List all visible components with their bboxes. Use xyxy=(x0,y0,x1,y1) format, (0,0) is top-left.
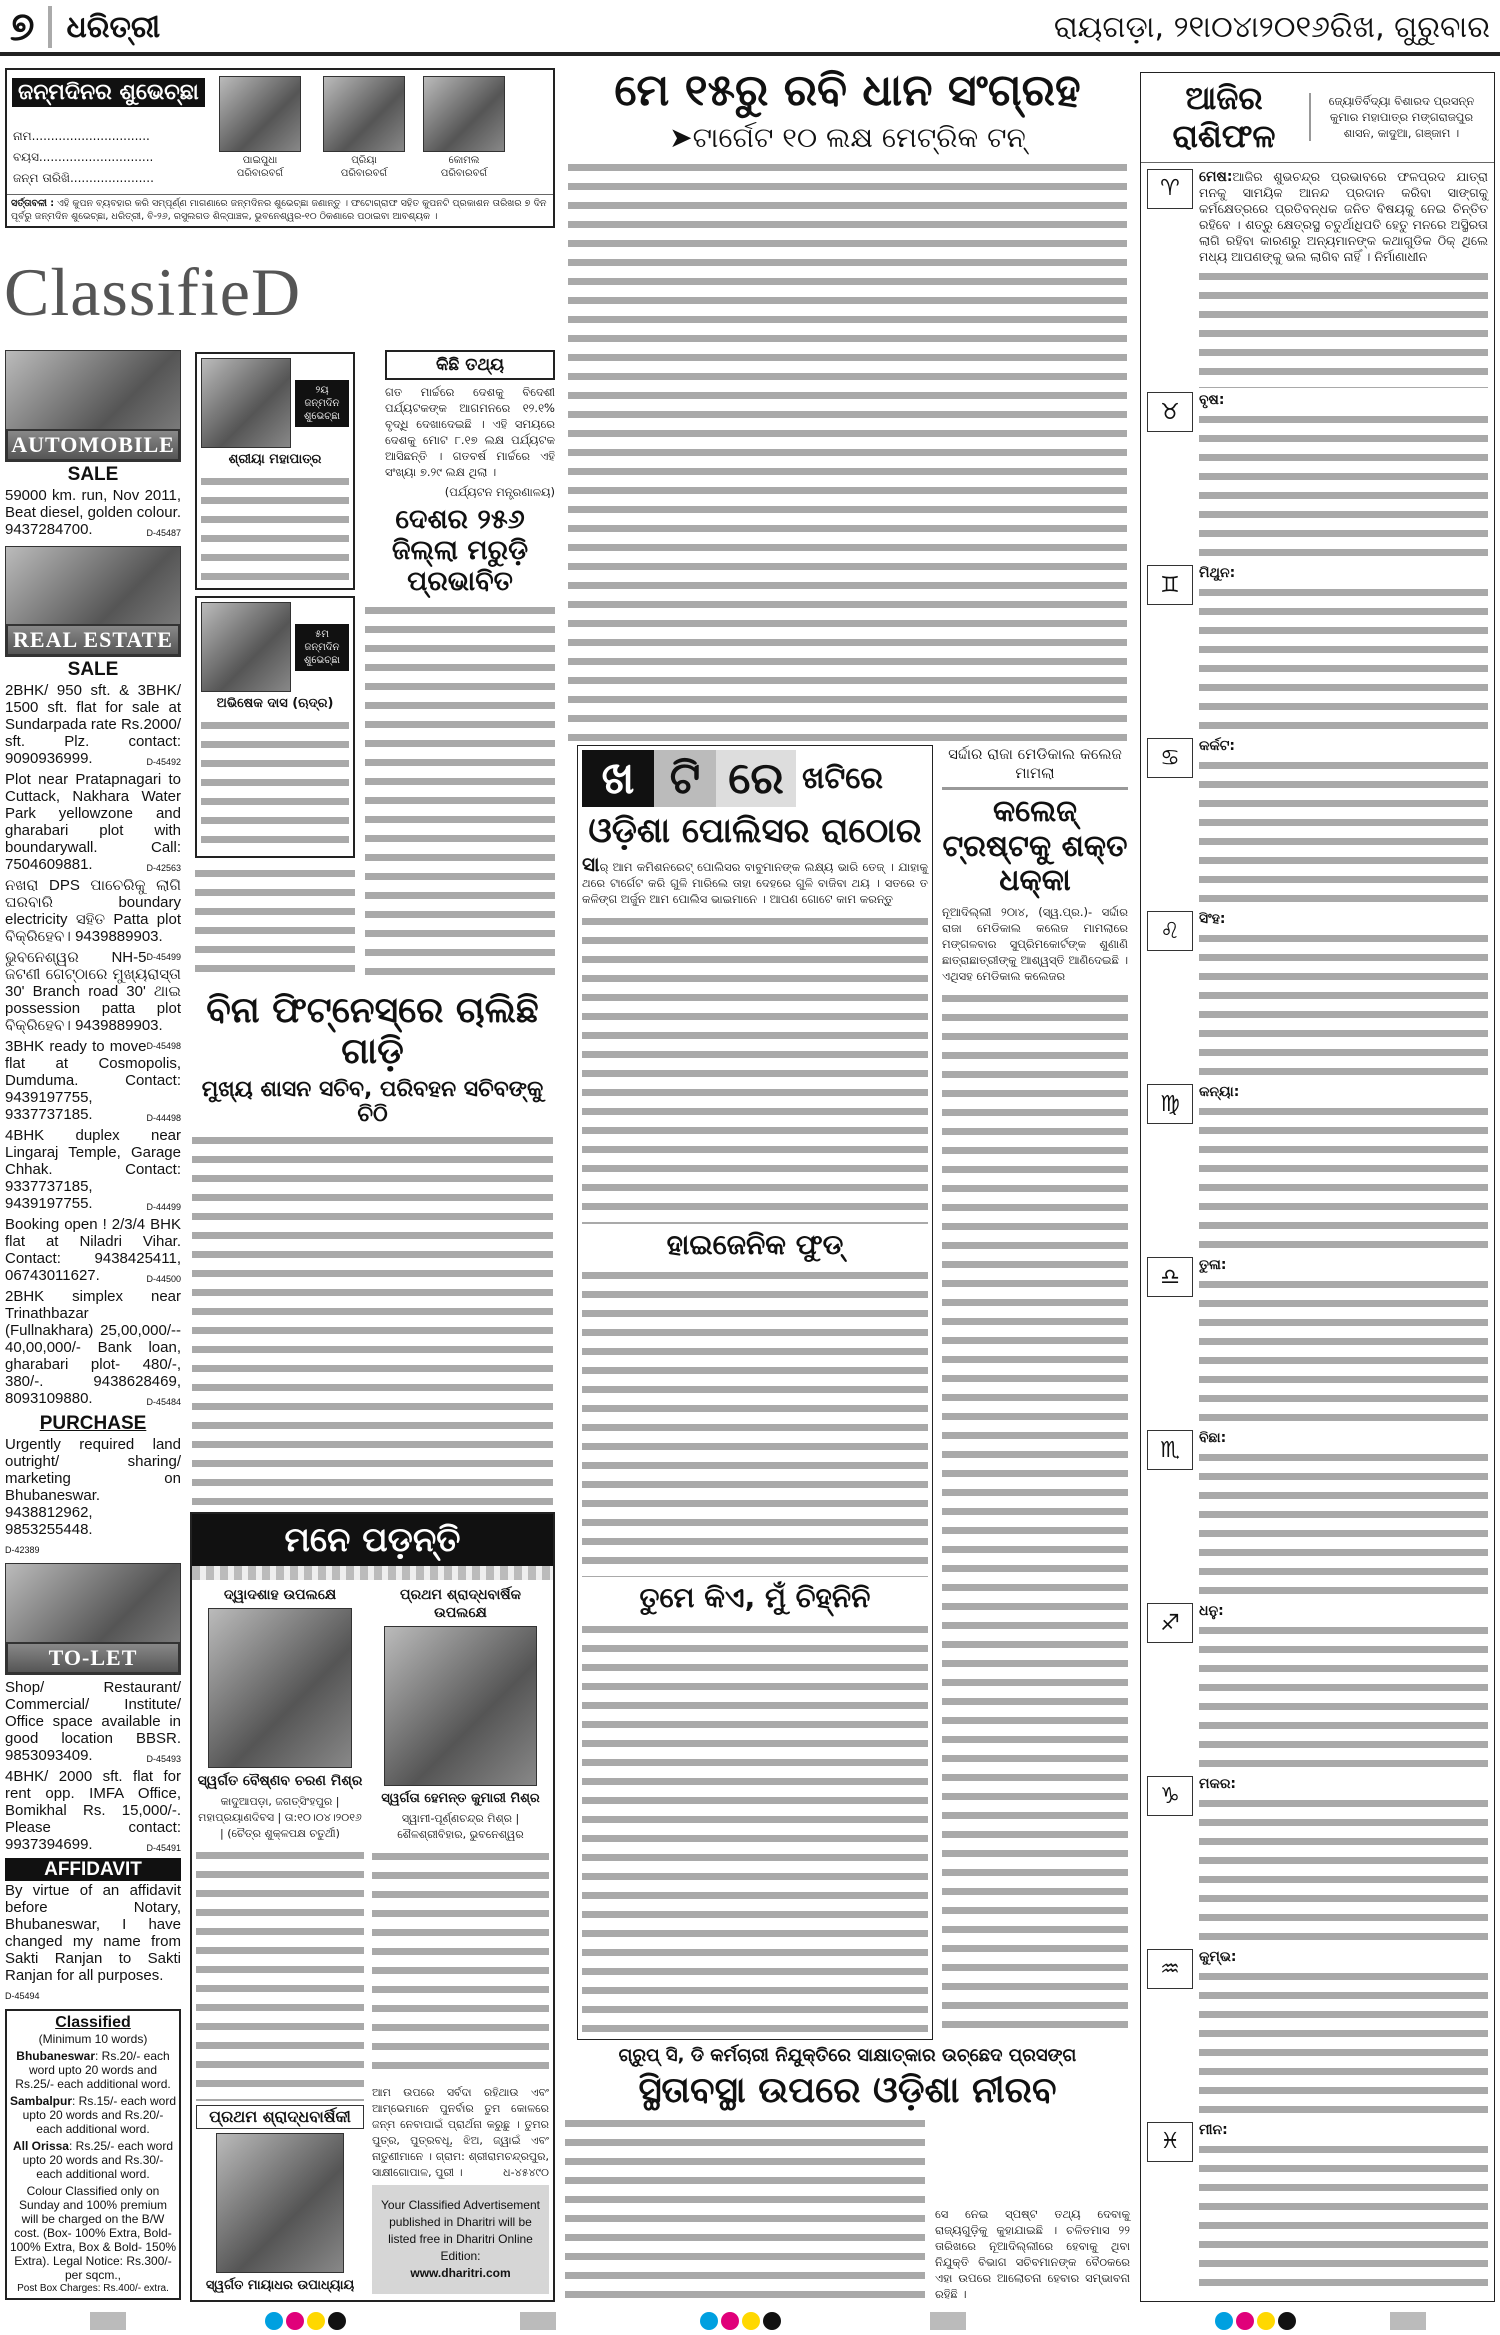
rashi-line xyxy=(1199,1257,1488,1273)
rashi-text-lines xyxy=(1199,1102,1488,1253)
ad-code: D-45498 xyxy=(146,1041,181,1052)
rashi-text-lines xyxy=(1199,1967,1488,2118)
ad-code: D-42563 xyxy=(146,863,181,874)
drought-body xyxy=(365,601,555,980)
online-edition-box xyxy=(372,2185,549,2294)
rashi-line xyxy=(1199,738,1488,754)
child-name: ଶ୍ରୀୟା ମହାପାତ୍ର xyxy=(228,452,322,467)
coupon-dob-field[interactable]: ଜନ୍ମ ତାରିଖି...................... xyxy=(13,171,154,185)
rashi-line xyxy=(1199,565,1488,581)
fitness-body xyxy=(192,1131,553,1505)
registration-dots xyxy=(265,2312,346,2330)
obituary-occasion: ପ୍ରଥମ ଶ୍ରାଦ୍ଧବାର୍ଷିକୀ xyxy=(196,2105,364,2129)
obituary-name: ସ୍ୱର୍ଗତ ମାୟାଧର ଉପାଧ୍ୟାୟ xyxy=(205,2278,355,2293)
lead-subhead xyxy=(565,121,1130,155)
coupon-title: ଜନ୍ମଦିନର ଶୁଭେଚ୍ଛା xyxy=(12,78,205,107)
ad-code: D-45499 xyxy=(146,952,181,963)
rashi-name: ତୁଳା: xyxy=(1199,1257,1227,1274)
registration-mark xyxy=(1390,2312,1426,2330)
classified-ad xyxy=(5,682,181,767)
kid-family: ପରିବାରବର୍ଗ xyxy=(236,168,284,179)
coupon-age-field[interactable]: ବୟସ.............................. xyxy=(13,150,154,164)
wish-badge: ୨ୟ ଜନ୍ମଦିନ ଶୁଭେଚ୍ଛା xyxy=(295,380,349,427)
kid-family: ପରିବାରବର୍ଗ xyxy=(340,168,388,179)
obituary-name: ସ୍ୱର୍ଗତ ବୈଷ୍ଣବ ଚରଣ ମିଶ୍ର xyxy=(197,1773,363,1789)
registration-dots xyxy=(700,2312,781,2330)
obituary-occasion: ପ୍ରଥମ ଶ୍ରାଦ୍ଧବାର୍ଷିକ ଉପଲକ୍ଷେ xyxy=(400,1587,521,1621)
kid-photo xyxy=(219,76,301,152)
rashi-line xyxy=(1199,1084,1488,1100)
automobile-image xyxy=(5,350,181,462)
kid-name: ପ୍ରିୟା xyxy=(351,155,377,166)
lead-story xyxy=(565,66,1130,741)
website-link[interactable]: www.dharitri.com xyxy=(410,2266,511,2280)
kid-caption xyxy=(311,154,417,180)
ad-text: ନଖରା DPS ପାଚେରିକୁ ଲାଗି ଘରବାରି boundary electricity ସହିତ Patta plot ବିକ୍ରିହେବ। 9439889903. xyxy=(5,877,181,946)
remembrance-box xyxy=(190,1512,555,2302)
ad-code: D-44498 xyxy=(146,1113,181,1124)
rashi-text: ଆଜିର ଶୁଭଚନ୍ଦ୍ର ପ୍ରଭାବରେ ଫଳପ୍ରଦ ଯାତ୍ରା ମନକୁ ସାମୟିକ ଆନନ୍ଦ ପ୍ରଦାନ କରିବା ସାଙ୍ଗକୁ କର୍ମକ୍ଷେତ୍ରରେ ପ୍ରତିବନ୍ଧକ ଜନିତ ବିଷୟକୁ ନେଇ ଚିନ୍ତିତ ରହିବେ । ଶତ୍ରୁ କ୍ଷେତ୍ରସ୍ଥ ଚତୁର୍ଥାଧିପତି ହେତୁ ମନରେ ଅସ୍ଥିରତା ଲାଗି ରହିବା କାରଣରୁ ଅନ୍ୟମାନଙ୍କ କଥାଗୁଡିକ ଠିକ୍ ଥିଲେ ମଧ୍ୟ ଆପଣଙ୍କୁ ଭଲ ଲାଗିବ ନାହିଁ । ନିର୍ମାଣାଧୀନ xyxy=(1199,168,1488,264)
obituary-name: ସ୍ୱର୍ଗତା ହେମନ୍ତ କୁମାରୀ ମିଶ୍ର xyxy=(381,1791,540,1806)
ram-icon: ♈ xyxy=(1147,169,1193,209)
khatire-letter: ଖ xyxy=(582,750,654,807)
rashi-body xyxy=(1199,1257,1488,1426)
section-heading: AFFIDAVIT xyxy=(5,1858,181,1881)
page-number: ୭ xyxy=(10,4,35,50)
medical-kicker: ସର୍ଦ୍ଦାର ରାଜା ମେଡିକାଲ କଲେଜ ମାମଲା xyxy=(942,745,1128,790)
medical-intro: ନୂଆଦିଲ୍ଲୀ ୨୦ା୪, (ସ୍ୱ.ପ୍ର.)- ସର୍ଦ୍ଦାର ରାଜା ମେଡିକାଲ କଲେଜ ମାମଲାରେ ମଙ୍ଗଳବାର ସୁପ୍ରିମକୋର୍ଟଙ୍କ ଶୁଣାଣି ଛାତ୍ରାଛାତ୍ରୀଙ୍କୁ ଆଶ୍ୱସ୍ତି ଆଣିଦେଇଛି । ଏଥିସହ ମେଡିକାଲ କଲେଜର xyxy=(942,904,1128,983)
classified-ad xyxy=(5,1882,181,2005)
birthday-coupon xyxy=(5,68,555,228)
rashi-line xyxy=(1199,1776,1488,1792)
obituary-text xyxy=(196,1846,364,2101)
section-heading: PURCHASE xyxy=(39,1413,147,1435)
obituary-details: ସ୍ୱାମୀ-ପୂର୍ଣ୍ଣଚନ୍ଦ୍ର ମିଶ୍ର | ଶୈଳଶ୍ରୀବିହାର, ଭୁବନେଶ୍ୱର xyxy=(397,1812,524,1841)
police-intro xyxy=(582,852,928,907)
remembrance-title: ମନେ ପଡ଼ନ୍ତି xyxy=(192,1514,553,1566)
wish-top xyxy=(201,602,349,692)
paper-logo: ଧରିତ୍ରୀ xyxy=(66,9,161,45)
medical-headline: କଲେଜ୍ ଟ୍ରଷ୍ଟକୁ ଶକ୍ତ ଧକ୍କା xyxy=(942,794,1128,898)
intro-text: ର୍ ଆମ କମିଶନରେଟ୍ ପୋଲିସର ବାବୁମାନଙ୍କ ଲକ୍ଷ୍ୟ ଭାରି ତେଜ୍ । ଯାହାକୁ ଥରେ ଟାର୍ଗେଟ କରି ଗୁଳି ମାରିଲେ ତାହା ଦେହରେ ଗୁଳି ବାଜିବା ଥୟ । ସତରେ ତ କଳିଙ୍ଗ ଅର୍ଜୁନ ଆମ ପୋଲିସ ଭାଇମାନେ । ଆପଣ ଗୋଟେ କାମ କରନ୍ତୁ xyxy=(582,860,928,907)
terms-text: ଏହି କୁପନ ବ୍ୟବହାର କରି ସମ୍ପୂର୍ଣ୍ଣ ମାଗଣାରେ ଜନ୍ମଦିନର ଶୁଭେଚ୍ଛା ଜଣାନ୍ତୁ । ଫଟୋଗ୍ରାଫ ସହିତ କୁପନଟି ପ୍ରକାଶନ ତାରିଖର ୭ ଦିନ ପୂର୍ବରୁ ଜନ୍ମଦିନ ଶୁଭେଚ୍ଛା, ଧରିତ୍ରୀ, ବି-୨୬, ରସୁଲଗଡ ଶିଳ୍ପାଞ୍ଚଳ, ଭୁବନେଶ୍ୱର-୧୦ ଠିକଣାରେ ପଠାଇବା ଆବଶ୍ୟକ । xyxy=(11,198,547,222)
rashi-line xyxy=(1199,911,1488,927)
rashi-line xyxy=(1199,392,1488,408)
rashi-name: ମିଥୁନ: xyxy=(1199,565,1236,582)
postbox-charges: Post Box Charges: Rs.400/- extra. xyxy=(17,2283,169,2295)
ad-code: D-45484 xyxy=(146,1397,181,1408)
obituary-details: କାଦୁଆପଡ଼ା, ଜଗତ୍‌ସିଂହପୁର | ମହାପ୍ରୟାଣଦିବସ | ତା:୧୦।୦୪।୨୦୧୬ | (ଚୈତ୍ର ଶୁକ୍ଳପକ୍ଷ ଚତୁର୍ଥୀ) xyxy=(198,1795,362,1840)
rashi-entry xyxy=(1147,169,1488,393)
rashi-body xyxy=(1199,1776,1488,1945)
lead-body xyxy=(568,158,1127,741)
rashi-entry xyxy=(1147,1603,1488,1776)
kid-name: ପାଇପୁଧା xyxy=(242,155,278,166)
obituary-photo xyxy=(384,1626,537,1786)
ad-text: Plot near Pratapnagari to Cuttack, Nakhara Water Park yellowzone and gharabari plot with boundarywall. Call: 7504609881. xyxy=(5,771,181,874)
groupcd-kicker: ଗ୍ରୁପ୍ ସି, ଡି କର୍ମଚାରୀ ନିଯୁକ୍ତିରେ ସାକ୍ଷାତ୍‌କାର ଉଚ୍ଛେଦ ପ୍ରସଙ୍ଗ xyxy=(618,2045,1077,2066)
rashi-name: ବିଛା: xyxy=(1199,1430,1227,1447)
rate-text: : Rs.25/- each word upto 20 words and Rs.30/- each additional word. xyxy=(22,2139,174,2182)
khatire-logo xyxy=(582,750,928,807)
ad-text: 2BHK simplex near Trinathbazar (Fullnakhara) 25,00,000/-- 40,00,000/- Bank loan, gharabari plot- 480/-, 380/-. 9438628469, 8093109880. xyxy=(5,1288,181,1408)
rashi-body xyxy=(1199,392,1488,561)
child-name: ଅଭିଷେକ ଦାସ (ଋଦ୍ର) xyxy=(216,696,334,711)
obituary-tail xyxy=(372,2085,549,2181)
rashi-text-lines xyxy=(1199,1794,1488,1945)
facts-title: କିଛି ତଥ୍ୟ xyxy=(385,350,555,380)
groupcd-tail: ସେ ନେଇ ସ୍ପଷ୍ଟ ତଥ୍ୟ ଦେବାକୁ ରାଜ୍ୟଗୁଡ଼ିକୁ କୁହାଯାଇଛି । ଚଳିତମାସ ୨୨ ତାରିଖରେ ନୂଆଦିଲ୍ଲୀରେ ହେବାକୁ ଥିବା ନିଯୁକ୍ତି ବିଭାଗ ସଚିବମାନଙ୍କ ବୈଠକରେ ଏହା ଉପରେ ଆଲୋଚନା ହେବାର ସମ୍ଭାବନା ରହିଛି । xyxy=(935,2207,1130,2301)
ad-code: D-45494 xyxy=(5,1991,40,2002)
kid-name: କୋମଲ xyxy=(448,155,480,166)
ad-code: D-45493 xyxy=(146,1754,181,1765)
birthday-wish xyxy=(195,352,355,590)
rate-text: : Rs.15/- each word upto 20 words and Rs.20/- each additional word. xyxy=(22,2094,177,2137)
ad-text: 4BHK/ 2000 sft. flat for rent opp. IMFA Office, Bomikhal Rs. 15,000/-. Please contact: 9937394699. xyxy=(5,1768,181,1854)
rashi-name: ଧନୁ: xyxy=(1199,1603,1224,1620)
khatire-letter: ଟି xyxy=(654,750,716,807)
rashifal-header xyxy=(1141,73,1494,163)
rashi-entry xyxy=(1147,1776,1488,1949)
divider xyxy=(48,6,52,48)
rashi-body xyxy=(1199,1430,1488,1599)
online-text: Your Classified Advertisement published in Dharitri will be listed free in Dharitri Online Edition: xyxy=(381,2198,540,2263)
facts-text: ଗତ ମାର୍ଚ୍ଚରେ ଦେଶକୁ ବିଦେଶୀ ପର୍ଯ୍ୟଟକଙ୍କ ଆଗମନରେ ୧୨.୧% ବୃଦ୍ଧି ଦେଖାଦେଇଛି । ଏହି ସମୟରେ ଦେଶକୁ ମୋଟ ୮.୧୭ ଲକ୍ଷ ପର୍ଯ୍ୟଟକ ଆସିଛନ୍ତି । ଗତବର୍ଷ ମାର୍ଚ୍ଚରେ ଏହି ସଂଖ୍ୟା ୭.୨୯ ଲକ୍ଷ ଥିଲା । xyxy=(385,385,555,479)
coupon-name-field[interactable]: ନାମ............................... xyxy=(13,129,150,143)
real-estate-image xyxy=(5,546,181,658)
subhead-text: ଟାର୍ଗେଟ ୧୦ ଲକ୍ଷ ମେଟ୍ରିକ ଟନ୍ xyxy=(692,120,1026,154)
khatire-letter: ରେ xyxy=(716,750,796,807)
tail-text: ଆମ ଉପରେ ସର୍ବଦା ରହିଥାଉ ଏବଂ ଆମ୍ଭେମାନେ ପୁନର୍ବାର ତୁମ କୋଳରେ ଜନ୍ମ ନେବାପାଇଁ ପ୍ରାର୍ଥନା କରୁଛୁ । ତୁମର ପୁତ୍ର, ପୁତ୍ରବଧୂ, ଝିଅ, ଜ୍ୱାଇଁ ଏବଂ ନାତୁଣୀମାନେ । ଗ୍ରାମ: ଶ୍ରୀରାମଚନ୍ଦ୍ରପୁର, ସାକ୍ଷୀଗୋପାଳ, ପୁରୀ । xyxy=(372,2086,549,2179)
rashi-body xyxy=(1199,565,1488,734)
khatire-frame xyxy=(577,745,933,2040)
rashi-line xyxy=(1199,1430,1488,1446)
to-let-banner: TO-LET xyxy=(6,1642,180,1674)
medical-body xyxy=(942,989,1128,2041)
classified-logo: ClassifieD xyxy=(4,254,302,330)
rate-item xyxy=(9,2139,177,2181)
ad-text: 2BHK/ 950 sft. & 3BHK/ 1500 sft. flat for sale at Sundarpada rate Rs.2000/ sft. Plz. contact: 9090936999. xyxy=(5,682,181,768)
rate-text: : Rs.20/- each word upto 20 words and Rs.25/- each additional word. xyxy=(15,2049,171,2092)
rashi-text-lines xyxy=(1199,1275,1488,1426)
pitcher-icon: ♒ xyxy=(1147,1949,1193,1989)
rashi-body xyxy=(1199,738,1488,907)
rashi-line xyxy=(1199,1603,1488,1619)
rashi-body xyxy=(1199,1084,1488,1253)
child-photo xyxy=(201,602,291,692)
rashifal-box xyxy=(1140,72,1495,2302)
goat-icon: ♑ xyxy=(1147,1776,1193,1816)
section-heading: SALE xyxy=(67,659,119,681)
bull-icon: ♉ xyxy=(1147,392,1193,432)
dateline: ରାୟଗଡ଼ା, ୨୧ା୦୪ା୨୦୧୬ରିଖ, ଗୁରୁବାର xyxy=(1053,10,1490,45)
ad-code: D-45492 xyxy=(146,757,181,768)
lion-icon: ♌ xyxy=(1147,911,1193,951)
classified-column xyxy=(5,350,181,2300)
registration-mark xyxy=(520,2312,556,2330)
obituary-text xyxy=(372,1847,549,2081)
rashi-name: ସିଂହ: xyxy=(1199,911,1226,928)
rashi-name: ମୀନ: xyxy=(1199,2121,1228,2138)
scales-icon: ♎ xyxy=(1147,1257,1193,1297)
police-headline: ଓଡ଼ିଶା ପୋଲିସର ରାଠୋର xyxy=(588,811,922,852)
groupcd-body xyxy=(565,2114,925,2302)
obituary-photo xyxy=(216,2133,344,2273)
ad-text: 3BHK ready to move flat at Cosmopolis, Dumduma. Contact: 9439197755, 9337737185. xyxy=(5,1038,181,1124)
rashi-name: କନ୍ୟା: xyxy=(1199,1084,1240,1101)
registration-mark xyxy=(90,2312,126,2330)
rate-city: Bhubaneswar xyxy=(16,2049,95,2064)
ad-text: Booking open ! 2/3/4 BHK flat at Niladri Vihar. Contact: 9438425411, 06743011627. xyxy=(5,1216,181,1285)
lead-headline: ମେ ୧୫ରୁ ରବି ଧାନ ସଂଗ୍ରହ xyxy=(614,65,1081,116)
section-heading: SALE xyxy=(67,463,119,485)
rashi-entry xyxy=(1147,1257,1488,1430)
child-photo xyxy=(201,358,291,448)
floral-border xyxy=(192,1566,553,1580)
rashi-entry xyxy=(1147,565,1488,738)
rashi-line xyxy=(1199,1949,1488,1965)
obituary-occasion: ଦ୍ୱାଦଶାହ ଉପଲକ୍ଷେ xyxy=(223,1587,337,1603)
ad-text: 4BHK duplex near Lingaraj Temple, Garage Chhak. Contact: 9337737185, 9439197755. xyxy=(5,1127,181,1213)
page-header-left xyxy=(10,4,160,50)
rashi-line xyxy=(1199,2122,1488,2138)
obituary-photo xyxy=(208,1608,352,1768)
rashi-text-lines xyxy=(1199,410,1488,561)
rashi-line xyxy=(1199,169,1488,265)
classified-ad xyxy=(5,1127,181,1212)
classified-ad xyxy=(5,877,181,963)
kid-caption xyxy=(207,154,313,180)
rashi-text-lines xyxy=(1199,756,1488,907)
rates-note: Colour Classified only on Sunday and 100% premium will be charged on the B/W cost. (Box- 100% Extra, Bold- 100% Extra, Box & Bold- 150% Extra). Legal Notice: Rs.300/- per sqcm., xyxy=(9,2184,177,2283)
drought-headline: ଦେଶର ୨୫୬ ଜିଲ୍ଲା ମରୁଡ଼ି ପ୍ରଭାବିତ xyxy=(391,504,529,598)
header-rule xyxy=(0,52,1500,56)
ad-code: D-45487 xyxy=(146,527,181,538)
rate-city: All Orissa xyxy=(12,2139,69,2154)
rashi-entry xyxy=(1147,911,1488,1084)
rate-item xyxy=(9,2094,177,2136)
terms-label: ସର୍ତ୍ତାବଳୀ : xyxy=(11,198,55,209)
groupcd-body-row xyxy=(565,2114,1130,2302)
ad-text: By virtue of an affidavit before Notary, Bhubaneswar, I have changed my name from Sakti Ranjan to Sakti Ranjan for all purposes. xyxy=(5,1882,181,1985)
notice-text xyxy=(195,864,355,980)
fish-icon: ♓ xyxy=(1147,2122,1193,2162)
rashi-entry xyxy=(1147,738,1488,911)
khatire-word: ଖଟିରେ xyxy=(802,761,883,797)
groupcd-story xyxy=(565,2046,1130,2302)
ad-code: D-42389 xyxy=(5,1545,40,1556)
classified-ad xyxy=(5,1436,181,1559)
rashi-body xyxy=(1199,1949,1488,2118)
remembrance-content xyxy=(192,1580,553,2300)
police-body xyxy=(582,912,928,1224)
rashi-name: ମକର: xyxy=(1199,1776,1237,1793)
rate-city: Sambalpur xyxy=(9,2094,72,2109)
wish-text xyxy=(201,472,349,584)
classified-ad xyxy=(5,1288,181,1407)
virgo-icon: ♍ xyxy=(1147,1084,1193,1124)
rashi-body xyxy=(1199,169,1488,389)
kid-caption xyxy=(411,154,517,180)
ad-code: ଧ-୪୫୪୯୦ xyxy=(503,2166,549,2179)
rashi-text-lines xyxy=(1199,267,1488,389)
ad-text: Urgently required land outright/ sharing/ marketing on Bhubaneswar. 9438812962, 9853255448. xyxy=(5,1436,181,1539)
rashi-text-lines xyxy=(1199,1448,1488,1599)
ad-code: D-44500 xyxy=(146,1274,181,1285)
crab-icon: ♋ xyxy=(1147,738,1193,778)
fitness-story xyxy=(190,990,555,1505)
rashi-name: ବୃଷ: xyxy=(1199,392,1225,409)
medical-story xyxy=(942,745,1128,2040)
to-let-image xyxy=(5,1563,181,1675)
ad-text: Shop/ Restaurant/ Commercial/ Institute/ Office space available in good location BBSR. 9853093409. xyxy=(5,1679,181,1765)
obituary-left xyxy=(196,1586,364,2294)
rashi-entry xyxy=(1147,1949,1488,2122)
arrow-icon: ➤ xyxy=(669,120,693,154)
real-estate-banner: REAL ESTATE xyxy=(6,624,180,656)
kid-photo xyxy=(323,76,405,152)
rates-minimum: (Minimum 10 words) xyxy=(38,2032,148,2047)
rashi-text-lines xyxy=(1199,2140,1488,2291)
drop-cap: ସା xyxy=(582,852,600,877)
fitness-subhead: ମୁଖ୍ୟ ଶାସନ ସଚିବ, ପରିବହନ ସଚିବଙ୍କୁ ଚିଠି xyxy=(201,1076,544,1128)
facts-source: (ପର୍ଯ୍ୟଟନ ମନ୍ତ୍ରଣାଳୟ) xyxy=(444,485,555,499)
registration-dots xyxy=(1215,2312,1296,2330)
classified-rates-box xyxy=(5,2009,181,2300)
kid-photo xyxy=(423,76,505,152)
groupcd-headline: ସ୍ଥିତାବସ୍ଥା ଉପରେ ଓଡ଼ିଶା ନୀରବ xyxy=(638,2069,1057,2111)
rashi-entry xyxy=(1147,2122,1488,2295)
rashi-text-lines xyxy=(1199,1621,1488,1772)
archer-icon: ♐ xyxy=(1147,1603,1193,1643)
wish-top xyxy=(201,358,349,448)
scorpion-icon: ♏ xyxy=(1147,1430,1193,1470)
who-body xyxy=(582,1620,928,2035)
facts-drought-column xyxy=(365,350,555,980)
obituary-right xyxy=(372,1586,549,2294)
ad-code: D-44499 xyxy=(146,1202,181,1213)
rashi-name: କର୍କଟ: xyxy=(1199,738,1235,755)
rashi-text-lines xyxy=(1199,583,1488,734)
ad-code: D-45491 xyxy=(146,1843,181,1854)
rashi-body xyxy=(1199,2122,1488,2291)
who-headline: ତୁମେ କିଏ, ମୁଁ ଚିହ୍ନିନି xyxy=(639,1581,871,1615)
classified-ad xyxy=(5,487,181,542)
rashi-body xyxy=(1199,911,1488,1080)
hygienic-body xyxy=(582,1266,928,1578)
fitness-headline: ବିନା ଫିଟ୍‌ନେସ୍‌ରେ ଚାଲିଛି ଗାଡ଼ି xyxy=(206,990,539,1073)
kid-family: ପରିବାରବର୍ଗ xyxy=(440,168,488,179)
coupon-fields xyxy=(13,126,154,189)
rates-title: Classified xyxy=(55,2014,131,2032)
twins-icon: ♊ xyxy=(1147,565,1193,605)
classified-ad xyxy=(5,1216,181,1284)
wish-text xyxy=(201,716,349,852)
rashi-text-lines xyxy=(1199,929,1488,1080)
wish-badge: ୫ମ ଜନ୍ମଦିନ ଶୁଭେଚ୍ଛା xyxy=(295,624,349,671)
hygienic-headline: ହାଇଜେନିକ ଫୁଡ୍ xyxy=(666,1227,844,1261)
rashi-name: ମେଷ: xyxy=(1199,168,1233,185)
rashi-body xyxy=(1199,1603,1488,1772)
astrologer-credit: ଜ୍ୟୋତିର୍ବିଦ୍ୟା ବିଶାରଦ ପ୍ରସନ୍ନ କୁମାର ମହାପାତ୍ର ମଙ୍ଗରାଜପୁର ଶାସନ, କାଦୁଆ, ଗଞ୍ଜାମ । xyxy=(1309,93,1486,141)
registration-mark xyxy=(930,2312,966,2330)
birthday-wish xyxy=(195,596,355,858)
rashi-name: କୁମ୍ଭ: xyxy=(1199,1949,1237,1966)
rashifal-title: ଆଜିର ରାଶିଫଳ xyxy=(1172,79,1276,156)
rashi-entry xyxy=(1147,392,1488,565)
rate-item xyxy=(9,2049,177,2091)
automobile-banner: AUTOMOBILE xyxy=(6,429,180,461)
rashi-entry xyxy=(1147,1084,1488,1257)
classified-ad xyxy=(5,771,181,873)
coupon-terms xyxy=(7,194,553,225)
ad-text: 59000 km. run, Nov 2011, Beat diesel, golden colour. 9437284700. xyxy=(5,486,181,538)
ad-text: ଭୁବନେଶ୍ୱର NH-5 ଜଟଣୀ ଗେଟ୍ଠାରେ ମୁଖ୍ୟରାସ୍ତା 30' Branch road 30' ଥାଇ possession patta plot ବିକ୍ରିହେବ। 9439889903. xyxy=(5,949,181,1035)
classified-ad xyxy=(5,1679,181,1764)
classified-ad xyxy=(5,1768,181,1853)
birthday-wish-column xyxy=(195,352,355,980)
rashi-entry xyxy=(1147,1430,1488,1603)
